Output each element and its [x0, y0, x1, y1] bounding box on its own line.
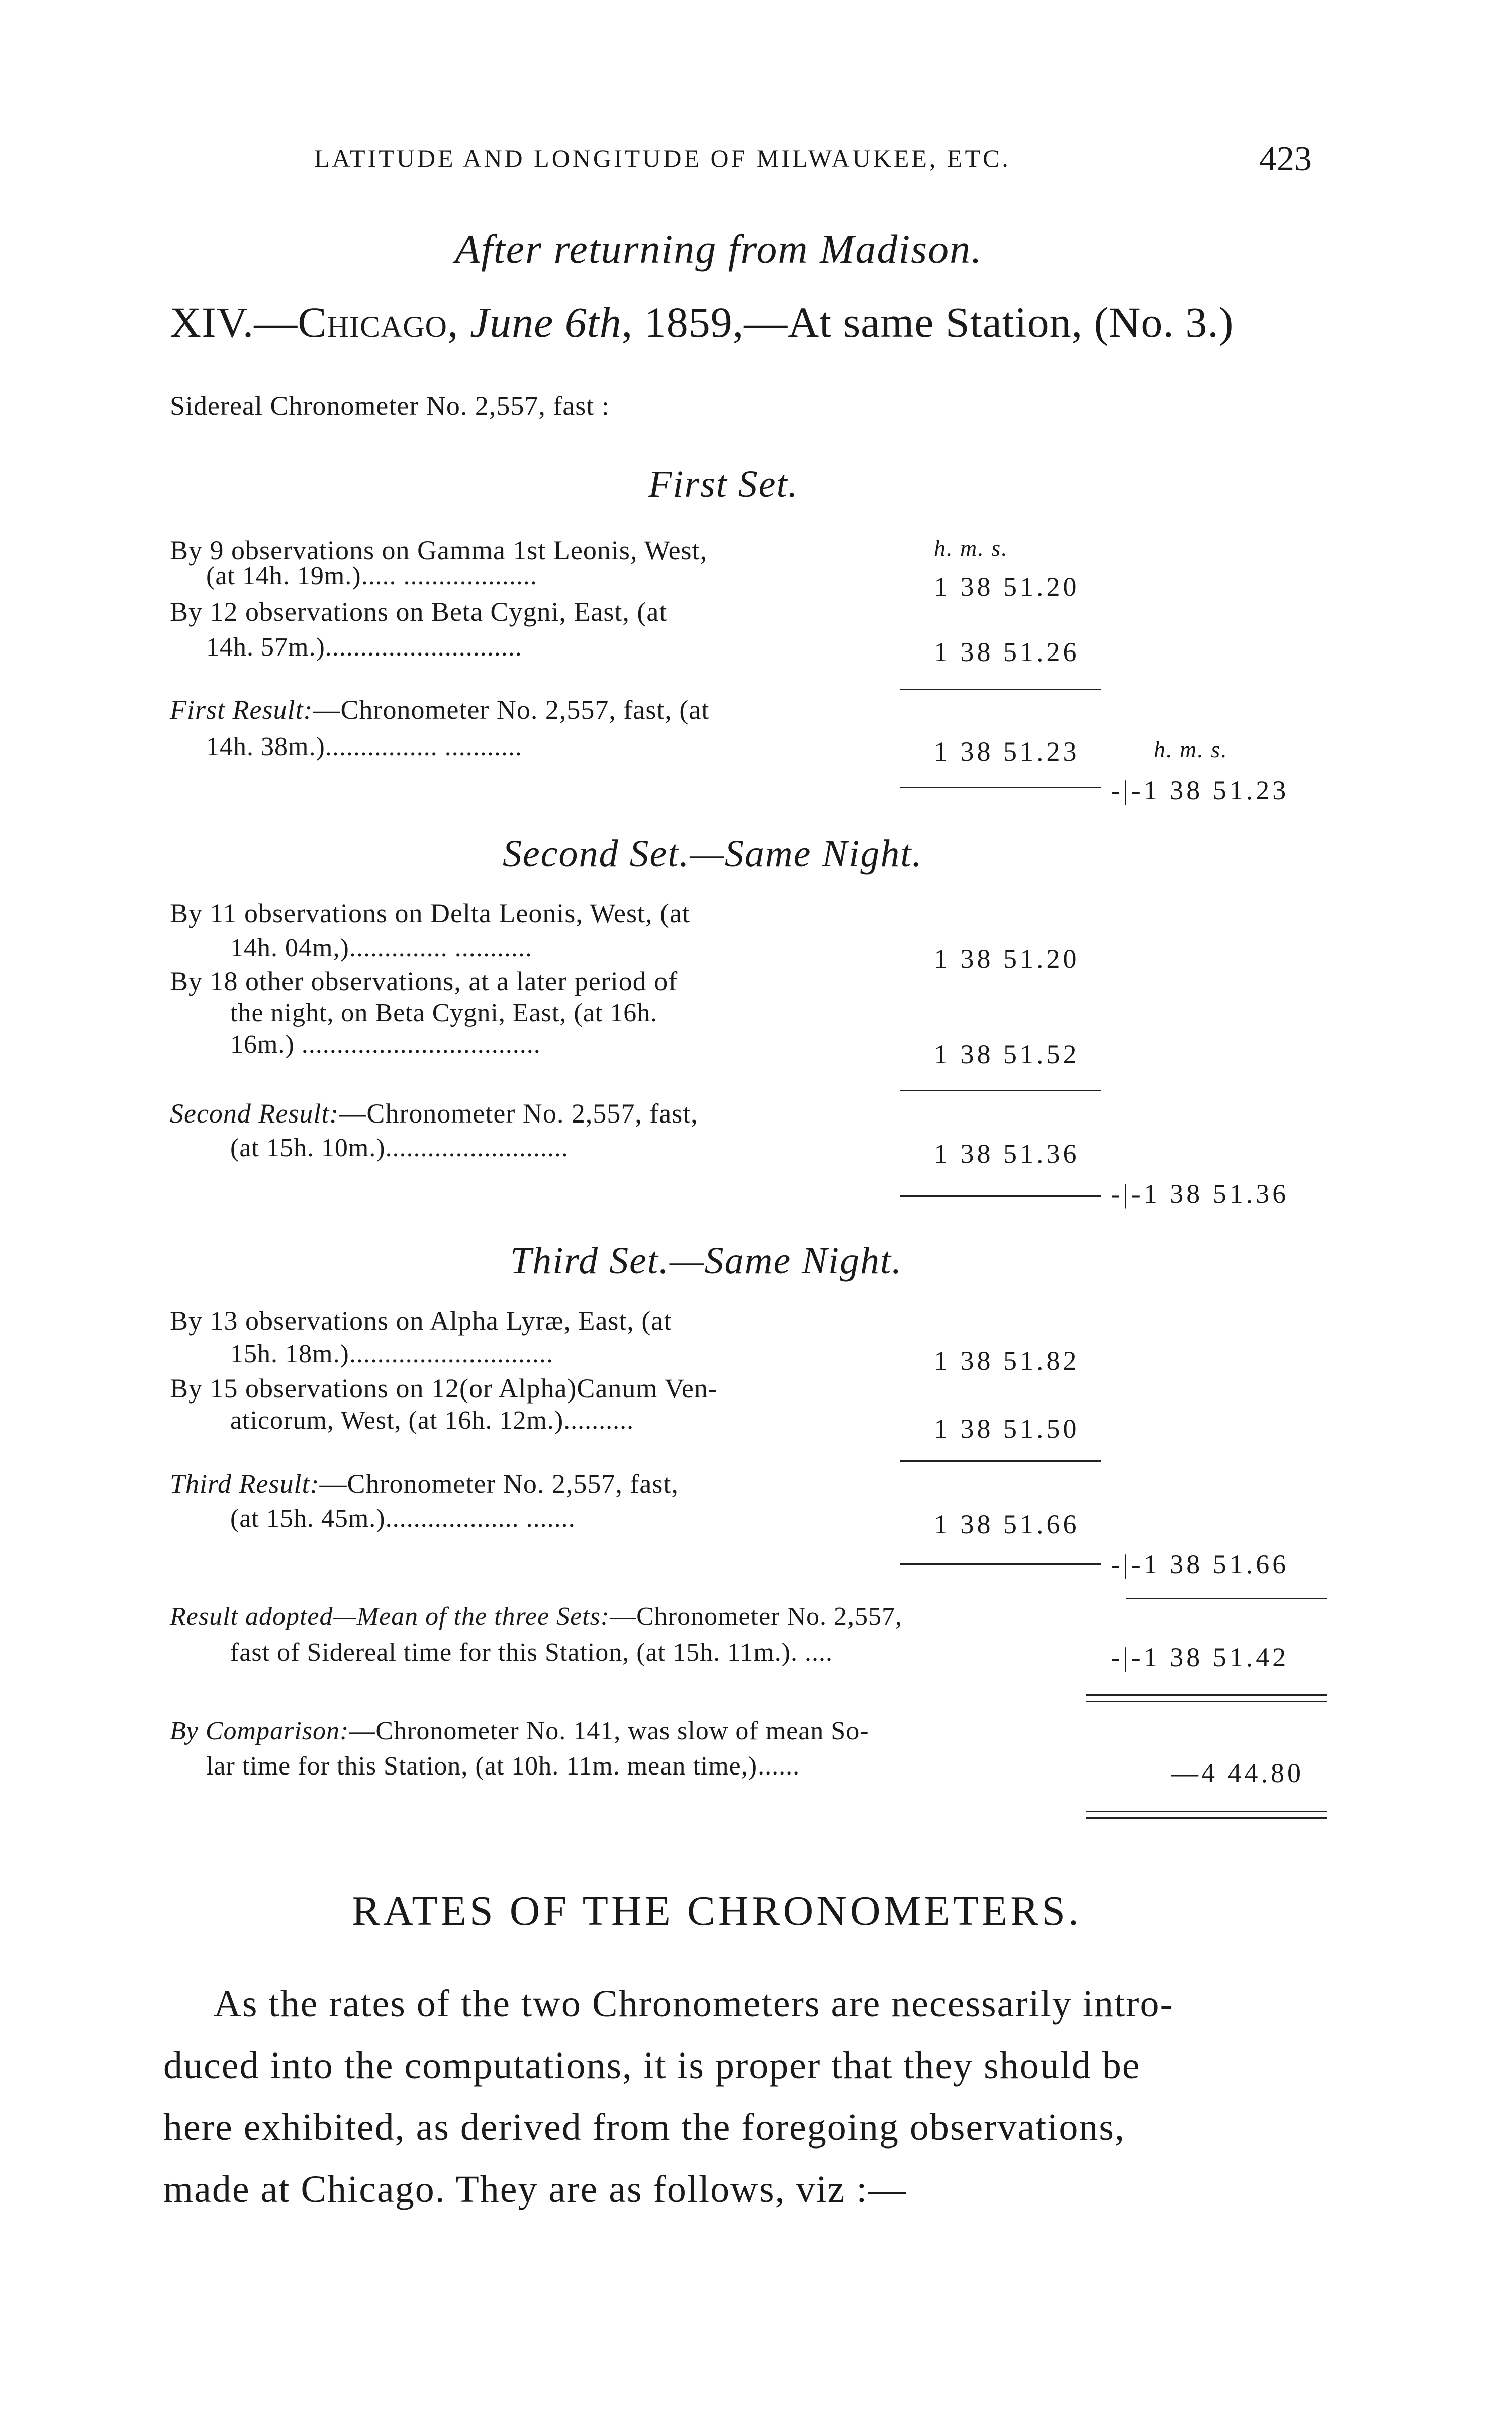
adopted-line1 [170, 1604, 902, 1630]
third-obs1-value: 1 38 51.82 [934, 1346, 1080, 1376]
third-obs2-line2: aticorum, West, (at 16h. 12m.).......... [230, 1406, 634, 1435]
third-result-line2: (at 15h. 45m.)................... ....... [230, 1504, 576, 1533]
second-obs1-line2: 14h. 04m,).............. ........... [230, 933, 532, 962]
rates-heading: RATES OF THE CHRONOMETERS. [352, 1888, 1082, 1934]
second-result-value: 1 38 51.36 [934, 1139, 1080, 1169]
first-obs1-line2: (at 14h. 19m.)..... ................... [206, 562, 537, 590]
adopted-double-rule [1086, 1694, 1327, 1702]
second-final-rule [900, 1195, 1101, 1197]
first-final-value: -|-1 38 51.23 [1111, 775, 1289, 805]
second-result-text: —Chronometer No. 2,557, fast, [339, 1098, 698, 1129]
second-set-rule [900, 1090, 1101, 1091]
adopted-value: -|-1 38 51.42 [1111, 1642, 1289, 1672]
third-obs1-line2: 15h. 18m.)............................. [230, 1340, 553, 1368]
second-result-line2: (at 15h. 10m.).......................... [230, 1134, 569, 1162]
first-set-rule [900, 689, 1101, 690]
para-line-4: made at Chicago. They are as follows, viz :— [163, 2168, 907, 2210]
second-final-value: -|-1 38 51.36 [1111, 1179, 1289, 1209]
adopted-text: —Chronometer No. 2,557, [610, 1602, 903, 1631]
para-line-3: here exhibited, as derived from the foregoing observations, [163, 2106, 1125, 2149]
title-rest: , 1859,—At same Station, (No. 3.) [621, 298, 1234, 346]
third-set-title: Third Set.—Same Night. [510, 1240, 903, 1282]
first-result-text: —Chronometer No. 2,557, fast, (at [313, 695, 710, 725]
first-result-label: First Result: [170, 695, 313, 725]
second-obs1-value: 1 38 51.20 [934, 944, 1080, 974]
chronometer-note: Sidereal Chronometer No. 2,557, fast : [170, 391, 610, 421]
page-number: 423 [1259, 140, 1312, 178]
first-obs1-line1: By 9 observations on Gamma 1st Leonis, West, [170, 535, 708, 566]
para-line-1: As the rates of the two Chronometers are necessarily intro- [214, 1983, 1174, 2025]
para-line-2: duced into the computations, it is proper that they should be [163, 2044, 1141, 2087]
comparison-label: By Comparison: [170, 1717, 349, 1745]
second-set-title: Second Set.—Same Night. [503, 832, 923, 875]
first-set-units: h. m. s. [934, 535, 1008, 561]
adopted-label: Result adopted—Mean of the three Sets: [170, 1602, 610, 1631]
adopted-top-rule [1126, 1598, 1327, 1599]
third-obs1-line1: By 13 observations on Alpha Lyræ, East, (at [170, 1305, 672, 1336]
subheading: After returning from Madison. [455, 226, 983, 272]
second-obs2-line1: By 18 other observations, at a later period of [170, 966, 678, 996]
second-obs2-value: 1 38 51.52 [934, 1039, 1080, 1069]
title-comma: , [447, 298, 470, 346]
first-final-units: h. m. s. [1154, 736, 1228, 762]
third-set-rule [900, 1460, 1101, 1462]
comparison-double-rule [1086, 1811, 1327, 1819]
second-obs2-line2: the night, on Beta Cygni, East, (at 16h. [230, 999, 658, 1028]
title-date: June 6th [469, 298, 622, 346]
rates-paragraph [163, 1973, 1330, 2220]
first-obs2-line2: 14h. 57m.)............................ [206, 633, 522, 662]
comparison-line1 [170, 1718, 869, 1744]
first-obs2-line1: By 12 observations on Beta Cygni, East, (at [170, 597, 668, 627]
third-final-rule [900, 1563, 1101, 1565]
second-obs2-line3: 16m.) .................................. [230, 1030, 541, 1059]
third-result-label: Third Result: [170, 1469, 320, 1499]
third-obs2-line1: By 15 observations on 12(or Alpha)Canum Ven- [170, 1373, 718, 1404]
first-obs1-value: 1 38 51.20 [934, 572, 1080, 602]
section-title [170, 298, 1234, 346]
third-obs2-value: 1 38 51.50 [934, 1414, 1080, 1444]
second-result-label: Second Result: [170, 1098, 339, 1129]
third-result-value: 1 38 51.66 [934, 1509, 1080, 1539]
first-obs2-value: 1 38 51.26 [934, 637, 1080, 667]
title-place: Chicago [298, 298, 447, 346]
running-title: LATITUDE AND LONGITUDE OF MILWAUKEE, ETC. [314, 144, 1011, 172]
first-result-line2: 14h. 38m.)................ ........... [206, 732, 522, 761]
second-obs1-line1: By 11 observations on Delta Leonis, West, (at [170, 898, 690, 928]
first-set-title: First Set. [648, 463, 799, 505]
comparison-text: —Chronometer No. 141, was slow of mean So- [349, 1717, 869, 1745]
title-numeral: XIV.— [170, 298, 298, 346]
first-final-rule [900, 787, 1101, 788]
third-result-text: —Chronometer No. 2,557, fast, [319, 1469, 679, 1499]
third-result-line1 [170, 1470, 679, 1498]
comparison-line2: lar time for this Station, (at 10h. 11m. mean time,)...... [206, 1752, 800, 1781]
adopted-line2: fast of Sidereal time for this Station, (at 15h. 11m.). .... [230, 1638, 833, 1667]
comparison-value: —4 44.80 [1171, 1758, 1304, 1788]
second-result-line1 [170, 1100, 698, 1127]
third-final-value: -|-1 38 51.66 [1111, 1549, 1289, 1579]
first-result-value: 1 38 51.23 [934, 736, 1080, 767]
first-result-line1 [170, 696, 709, 723]
